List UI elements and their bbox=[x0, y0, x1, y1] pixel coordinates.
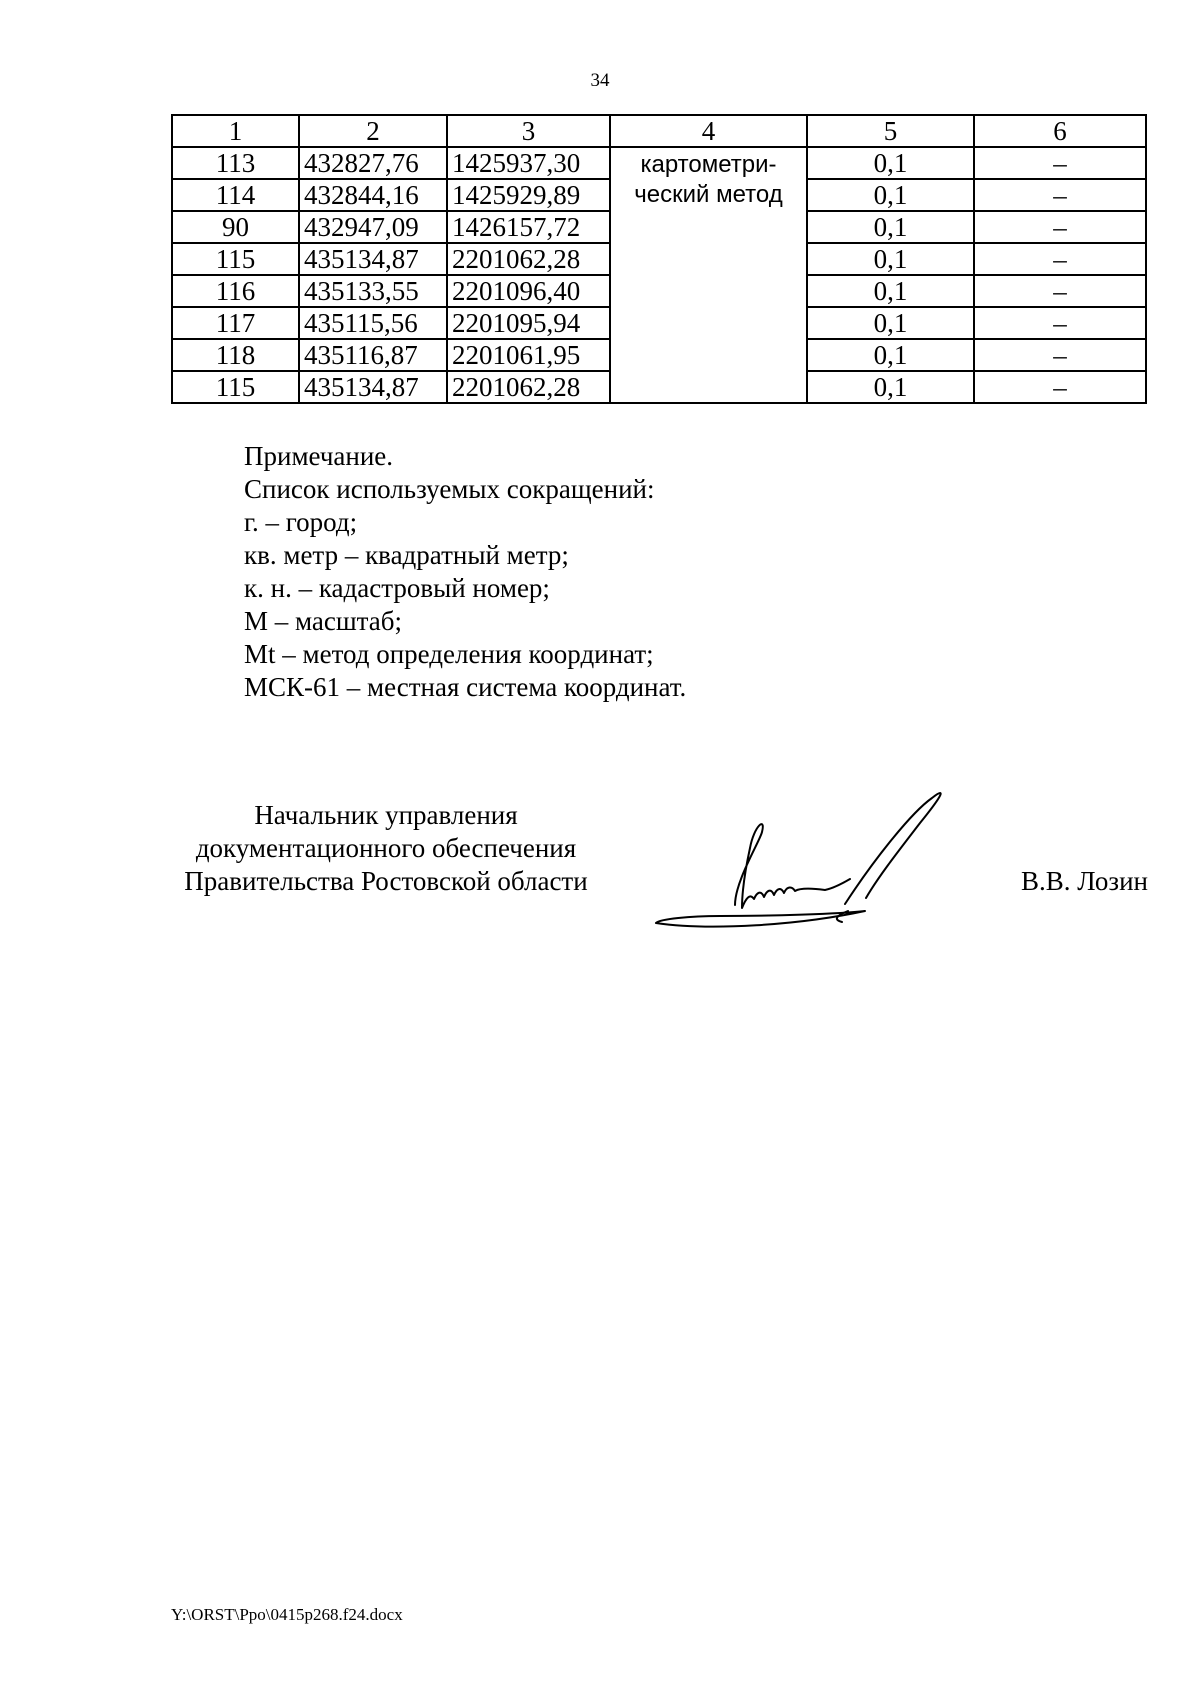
table-header-cell: 3 bbox=[447, 115, 610, 147]
accuracy-value: 0,1 bbox=[807, 307, 974, 339]
note-item: кв. метр – квадратный метр; bbox=[244, 540, 569, 570]
table-header-cell: 6 bbox=[974, 115, 1146, 147]
table-header-cell: 5 bbox=[807, 115, 974, 147]
coordinate-y: 1426157,72 bbox=[447, 211, 610, 243]
handwritten-signature bbox=[650, 786, 980, 936]
coordinate-x: 435133,55 bbox=[299, 275, 447, 307]
coordinate-y: 1425929,89 bbox=[447, 179, 610, 211]
description-value: – bbox=[974, 147, 1146, 179]
table-header-cell: 4 bbox=[610, 115, 807, 147]
coordinate-x: 435115,56 bbox=[299, 307, 447, 339]
point-number: 116 bbox=[172, 275, 299, 307]
point-number: 90 bbox=[172, 211, 299, 243]
document-path: Y:\ORST\Ppo\0415p268.f24.docx bbox=[171, 1605, 403, 1624]
coordinate-x: 435134,87 bbox=[299, 243, 447, 275]
accuracy-value: 0,1 bbox=[807, 211, 974, 243]
accuracy-value: 0,1 bbox=[807, 371, 974, 403]
coordinate-y: 1425937,30 bbox=[447, 147, 610, 179]
coordinates-table bbox=[171, 114, 1147, 404]
accuracy-value: 0,1 bbox=[807, 147, 974, 179]
coordinate-x: 432947,09 bbox=[299, 211, 447, 243]
table-header-cell: 1 bbox=[172, 115, 299, 147]
coordinate-y: 2201095,94 bbox=[447, 307, 610, 339]
note-item: к. н. – кадастровый номер; bbox=[244, 573, 550, 603]
description-value: – bbox=[974, 211, 1146, 243]
point-number: 113 bbox=[172, 147, 299, 179]
table-header-row bbox=[172, 115, 1146, 147]
point-number: 117 bbox=[172, 307, 299, 339]
accuracy-value: 0,1 bbox=[807, 339, 974, 371]
note-item: МСК-61 – местная система координат. bbox=[244, 672, 687, 702]
accuracy-value: 0,1 bbox=[807, 275, 974, 307]
coordinate-y: 2201096,40 bbox=[447, 275, 610, 307]
point-number: 118 bbox=[172, 339, 299, 371]
description-value: – bbox=[974, 371, 1146, 403]
note-heading: Примечание. bbox=[244, 441, 394, 471]
accuracy-value: 0,1 bbox=[807, 179, 974, 211]
note-section bbox=[244, 440, 686, 704]
accuracy-value: 0,1 bbox=[807, 243, 974, 275]
point-number: 114 bbox=[172, 179, 299, 211]
note-item: г. – город; bbox=[244, 507, 358, 537]
description-value: – bbox=[974, 307, 1146, 339]
method-cell bbox=[610, 147, 807, 403]
coordinate-x: 435134,87 bbox=[299, 371, 447, 403]
description-value: – bbox=[974, 339, 1146, 371]
coordinate-x: 432827,76 bbox=[299, 147, 447, 179]
signatory-title-line: Правительства Ростовской области bbox=[184, 866, 588, 896]
signatory-title-line: документационного обеспечения bbox=[195, 833, 577, 863]
description-value: – bbox=[974, 275, 1146, 307]
table-header-cell: 2 bbox=[299, 115, 447, 147]
page-number: 34 bbox=[590, 70, 610, 91]
coordinate-x: 435116,87 bbox=[299, 339, 447, 371]
note-item: Mt – метод определения координат; bbox=[244, 639, 654, 669]
coordinate-x: 432844,16 bbox=[299, 179, 447, 211]
method-line: ческий метод bbox=[634, 181, 783, 208]
note-item: М – масштаб; bbox=[244, 606, 403, 636]
point-number: 115 bbox=[172, 243, 299, 275]
point-number: 115 bbox=[172, 371, 299, 403]
coordinate-y: 2201061,95 bbox=[447, 339, 610, 371]
signatory-title-line: Начальник управления bbox=[254, 800, 518, 830]
signatory-title bbox=[171, 799, 601, 898]
coordinate-y: 2201062,28 bbox=[447, 243, 610, 275]
coordinate-y: 2201062,28 bbox=[447, 371, 610, 403]
description-value: – bbox=[974, 179, 1146, 211]
table-row bbox=[172, 147, 1146, 179]
signatory-name: В.В. Лозин bbox=[1021, 866, 1148, 896]
description-value: – bbox=[974, 243, 1146, 275]
note-intro: Список используемых сокращений: bbox=[244, 474, 655, 504]
method-line: картометри- bbox=[640, 151, 777, 178]
